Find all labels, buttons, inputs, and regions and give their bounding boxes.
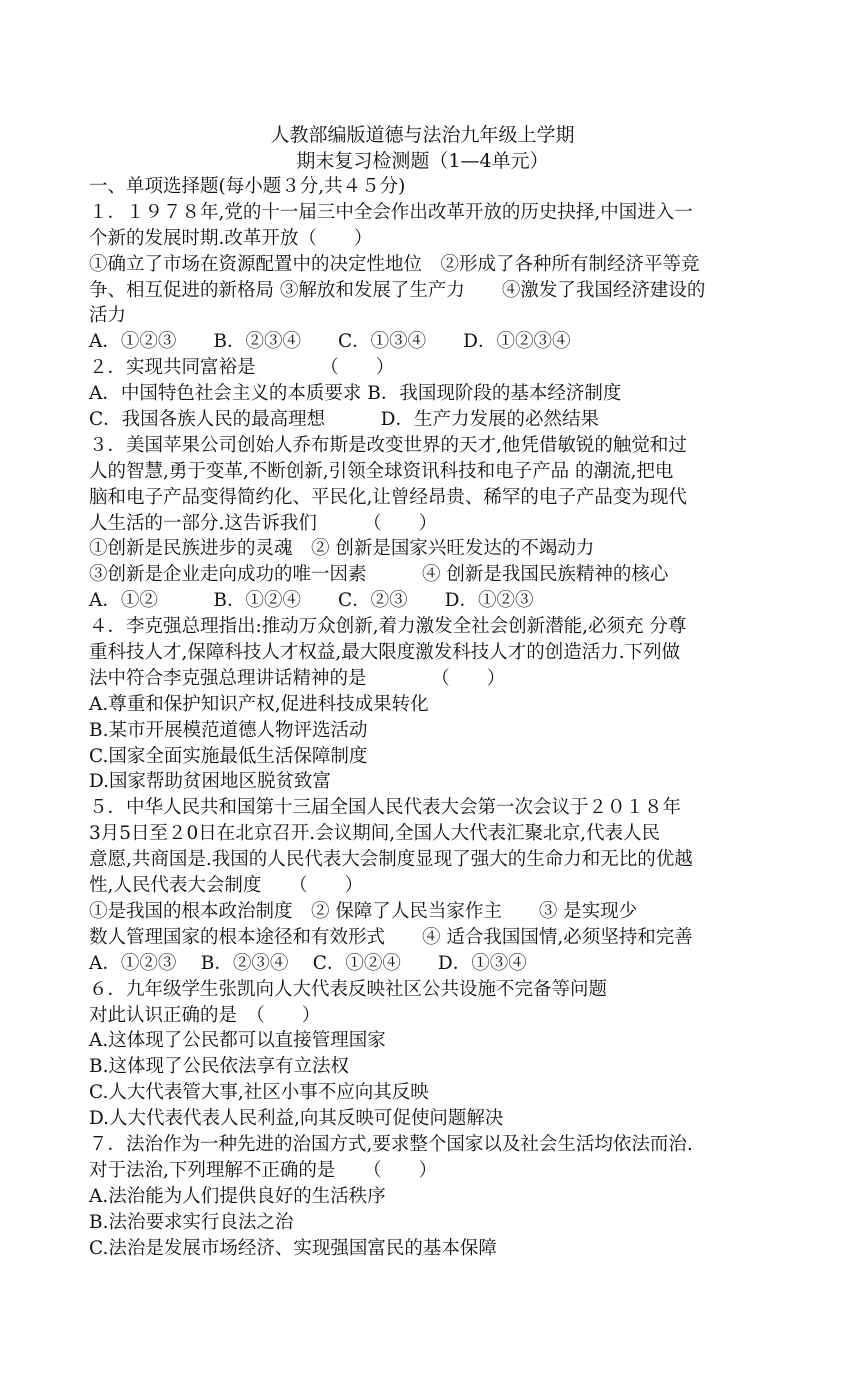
- question-6-option-a: A.这体现了公民都可以直接管理国家: [89, 1030, 386, 1052]
- question-6-text: 对此认识正确的是 （ ）: [89, 1004, 321, 1026]
- question-3-statements: ③创新是企业走向成功的唯一因素 ④ 创新是我国民族精神的核心: [89, 564, 669, 586]
- question-3-text: ３．美国苹果公司创始人乔布斯是改变世界的天才,他凭借敏锐的触觉和过: [89, 434, 687, 456]
- question-7-text: ７．法治作为一种先进的治国方式,要求整个国家以及社会生活均依法而治.: [89, 1133, 693, 1155]
- question-7-option-c: C.法治是发展市场经济、实现强国富民的基本保障: [89, 1237, 497, 1259]
- question-3-text: 脑和电子产品变得简约化、平民化,让曾经昂贵、稀罕的电子产品变为现代: [89, 486, 687, 508]
- question-1-statements: ①确立了市场在资源配置中的决定性地位 ②形成了各种所有制经济平等竞: [89, 253, 700, 275]
- question-2-text: ２．实现共同富裕是 （ ）: [89, 357, 395, 379]
- question-3-options: A．①② B．①②④ C．②③ D．①②③: [89, 590, 534, 612]
- question-4-text: 重科技人才,保障科技人才权益,最大限度激发科技人才的创造活力.下列做: [89, 642, 681, 664]
- document-subtitle: 期末复习检测题（1—4单元）: [296, 150, 549, 172]
- question-7-text: 对于法治,下列理解不正确的是 （ ）: [89, 1159, 438, 1181]
- question-3-text: 人的智慧,勇于变革,不断创新,引领全球资讯科技和电子产品 的潮流,把电: [89, 460, 674, 482]
- question-4-text: ４．李克强总理指出:推动万众创新,着力激发全社会创新潜能,必须充 分尊: [89, 616, 687, 638]
- document-title: 人教部编版道德与法治九年级上学期: [270, 124, 575, 146]
- question-3-statements: ①创新是民族进步的灵魂 ② 创新是国家兴旺发达的不竭动力: [89, 538, 595, 560]
- question-5-options: A．①②③ B．②③④ C．①②④ D．①③④: [89, 952, 527, 974]
- question-5-statements: ①是我国的根本政治制度 ② 保障了人民当家作主 ③ 是实现少: [89, 900, 638, 922]
- question-5-text: 意愿,共商国是.我国的人民代表大会制度显现了强大的生命力和无比的优越: [89, 849, 693, 871]
- question-5-statements: 数人管理国家的根本途径和有效形式 ④ 适合我国国情,必须坚持和完善: [89, 926, 693, 948]
- section-heading: 一、单项选择题(每小题３分,共４５分): [89, 176, 406, 197]
- question-4-option-c: C.国家全面实施最低生活保障制度: [89, 745, 368, 767]
- question-4-option-b: B.某市开展模范道德人物评选活动: [89, 719, 368, 741]
- question-5-text: 性,人民代表大会制度 （ ）: [89, 875, 364, 897]
- question-body: [89, 174, 769, 1261]
- question-1-statements: 争、相互促进的新格局 ③解放和发展了生产力 ④激发了我国经济建设的: [89, 279, 706, 301]
- question-6-option-d: D.人大代表代表人民利益,向其反映可促使问题解决: [89, 1108, 504, 1130]
- question-1-text: １．１９７８年,党的十一届三中全会作出改革开放的历史抉择,中国进入一: [89, 201, 693, 223]
- question-1-options: A．①②③ B．②③④ C．①③④ D．①②③④: [89, 331, 571, 353]
- question-6-option-b: B.这体现了公民依法享有立法权: [89, 1056, 349, 1078]
- question-4-option-a: A.尊重和保护知识产权,促进科技成果转化: [89, 693, 429, 715]
- question-2-options: C．我国各族人民的最高理想 D．生产力发展的必然结果: [89, 409, 599, 431]
- question-1-statements: 活力: [89, 305, 127, 327]
- question-4-text: 法中符合李克强总理讲话精神的是 （ ）: [89, 667, 506, 689]
- question-6-text: ６．九年级学生张凯向人大代表反映社区公共设施不完备等问题: [89, 978, 608, 1000]
- question-2-options: A．中国特色社会主义的本质要求 B．我国现阶段的基本经济制度: [89, 383, 622, 405]
- question-7-option-a: A.法治能为人们提供良好的生活秩序: [89, 1185, 386, 1207]
- question-3-text: 人生活的一部分.这告诉我们 （ ）: [89, 512, 438, 534]
- question-7-option-b: B.法治要求实行良法之治: [89, 1211, 294, 1233]
- question-5-text: ５．中华人民共和国第十三届全国人民代表大会第一次会议于２０１８年: [89, 797, 682, 819]
- question-1-text: 个新的发展时期.改革开放（ ）: [89, 227, 373, 249]
- question-4-option-d: D.国家帮助贫困地区脱贫致富: [89, 771, 332, 793]
- question-5-text: 3月5日至２0日在北京召开.会议期间,全国人大代表汇聚北京,代表人民: [89, 823, 660, 845]
- question-6-option-c: C.人大代表管大事,社区小事不应向其反映: [89, 1082, 429, 1104]
